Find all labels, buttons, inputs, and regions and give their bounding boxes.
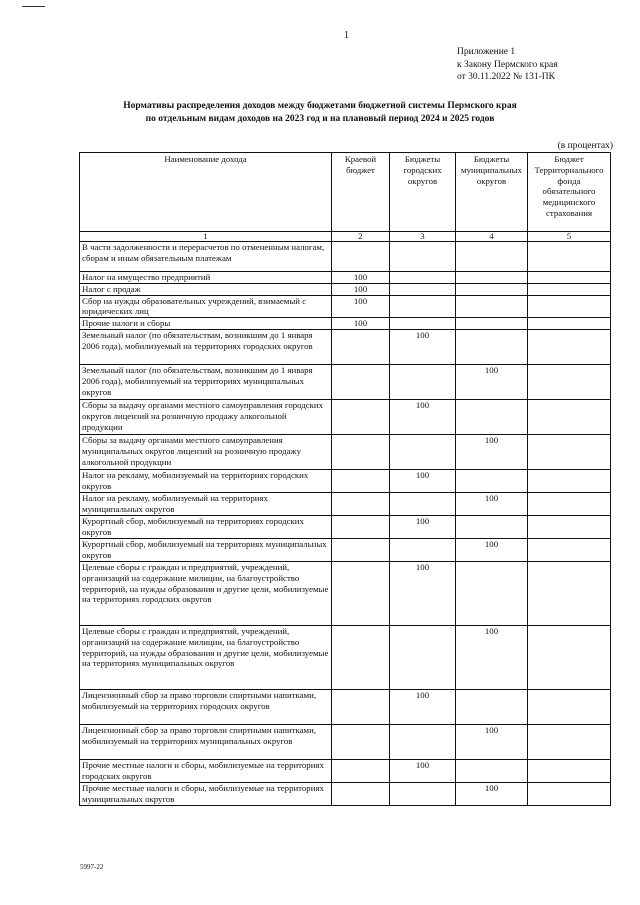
units-note: (в процентах) [557, 141, 613, 151]
income-name-cell: Прочие местные налоги и сборы, мобилизуемые на территориях городских округов [80, 759, 332, 782]
income-name-cell: Сборы за выдачу органами местного самоуправления городских округов лицензий на розничную продажу алкогольной продукции [80, 399, 332, 434]
percent-cell [456, 295, 528, 318]
percent-cell [332, 329, 390, 364]
percent-cell [390, 782, 456, 805]
percent-cell [456, 283, 528, 295]
table-row [80, 283, 611, 295]
table-row [80, 515, 611, 538]
percent-cell [528, 782, 611, 805]
percent-cell [390, 625, 456, 689]
percent-cell [390, 724, 456, 759]
percent-cell [528, 364, 611, 399]
table-row [80, 724, 611, 759]
income-name-cell: Налог с продаж [80, 283, 332, 295]
percent-cell: 100 [390, 399, 456, 434]
table-row [80, 561, 611, 625]
percent-cell: 100 [456, 364, 528, 399]
percent-cell [528, 625, 611, 689]
percent-cell [332, 782, 390, 805]
percent-cell: 100 [390, 689, 456, 724]
percent-cell: 100 [390, 515, 456, 538]
document-title [0, 100, 640, 125]
percent-cell: 100 [332, 283, 390, 295]
income-name-cell: Лицензионный сбор за право торговли спиртными напитками, мобилизуемый на территориях муниципальных округов [80, 724, 332, 759]
percent-cell: 100 [390, 469, 456, 492]
appendix-header [457, 46, 558, 84]
table-row [80, 272, 611, 284]
income-name-cell: Земельный налог (по обязательствам, возникшим до 1 января 2006 года), мобилизуемый на территориях городских округов [80, 329, 332, 364]
percent-cell: 100 [456, 434, 528, 469]
percent-cell [528, 242, 611, 272]
percent-cell [456, 689, 528, 724]
percent-cell [528, 561, 611, 625]
percent-cell [390, 492, 456, 515]
appendix-line-1: Приложение 1 [457, 47, 516, 57]
income-name-cell: Прочие налоги и сборы [80, 318, 332, 330]
percent-cell: 100 [456, 538, 528, 561]
percent-cell [332, 625, 390, 689]
percent-cell [528, 283, 611, 295]
percent-cell: 100 [390, 561, 456, 625]
percent-cell [528, 318, 611, 330]
percent-cell [332, 469, 390, 492]
percent-cell [456, 272, 528, 284]
percent-cell: 100 [332, 272, 390, 284]
percent-cell: 100 [390, 759, 456, 782]
percent-cell [390, 364, 456, 399]
percent-cell [528, 538, 611, 561]
percent-cell [390, 295, 456, 318]
table-header-row [80, 153, 611, 232]
percent-cell [332, 364, 390, 399]
percent-cell [332, 759, 390, 782]
table-row [80, 782, 611, 805]
percent-cell [456, 329, 528, 364]
percent-cell: 100 [390, 329, 456, 364]
column-number: 1 [80, 232, 332, 242]
table-row [80, 399, 611, 434]
income-name-cell: Курортный сбор, мобилизуемый на территориях муниципальных округов [80, 538, 332, 561]
page-number: 1 [344, 30, 349, 41]
income-name-cell: Сборы за выдачу органами местного самоуправления муниципальных округов лицензий на розничную продажу алкогольной продукции [80, 434, 332, 469]
income-name-cell: В части задолженности и перерасчетов по отмененным налогам, сборам и иным обязательным платежам [80, 242, 332, 272]
percent-cell [456, 515, 528, 538]
table-row [80, 434, 611, 469]
percent-cell [528, 759, 611, 782]
percent-cell [332, 242, 390, 272]
revenue-distribution-table [79, 152, 611, 806]
column-number: 5 [528, 232, 611, 242]
column-number: 4 [456, 232, 528, 242]
header-regional-budget: Краевой бюджет [332, 153, 390, 232]
header-medical-insurance-fund: Бюджет Территориального фонда обязательного медицинского страхования [528, 153, 611, 232]
percent-cell [390, 318, 456, 330]
percent-cell [390, 434, 456, 469]
table-row [80, 492, 611, 515]
table-row [80, 295, 611, 318]
percent-cell [332, 434, 390, 469]
header-city-district-budgets: Бюджеты городских округов [390, 153, 456, 232]
percent-cell [390, 283, 456, 295]
percent-cell [390, 538, 456, 561]
percent-cell [528, 689, 611, 724]
percent-cell [456, 318, 528, 330]
income-name-cell: Целевые сборы с граждан и предприятий, учреждений, организаций на содержание милиции, на благоустройство территорий, на нужды образования и другие цели, мобилизуемые на территориях городских округов [80, 561, 332, 625]
percent-cell [332, 689, 390, 724]
income-name-cell: Лицензионный сбор за право торговли спиртными напитками, мобилизуемый на территориях городских округов [80, 689, 332, 724]
footer-code: 5997-22 [80, 863, 104, 871]
income-name-cell: Сбор на нужды образовательных учреждений, взимаемый с юридических лиц [80, 295, 332, 318]
percent-cell: 100 [456, 724, 528, 759]
income-name-cell: Налог на имущество предприятий [80, 272, 332, 284]
top-rule [22, 6, 45, 7]
percent-cell [456, 759, 528, 782]
table-row [80, 538, 611, 561]
percent-cell [456, 469, 528, 492]
percent-cell [528, 272, 611, 284]
income-name-cell: Налог на рекламу, мобилизуемый на территориях муниципальных округов [80, 492, 332, 515]
percent-cell [390, 272, 456, 284]
appendix-line-3: от 30.11.2022 № 131-ПК [457, 72, 555, 82]
percent-cell [332, 561, 390, 625]
percent-cell: 100 [456, 782, 528, 805]
income-name-cell: Курортный сбор, мобилизуемый на территориях городских округов [80, 515, 332, 538]
percent-cell [332, 724, 390, 759]
table-row [80, 318, 611, 330]
title-line-2: по отдельным видам доходов на 2023 год и на плановый период 2024 и 2025 годов [145, 113, 495, 124]
percent-cell [332, 492, 390, 515]
appendix-line-2: к Закону Пермского края [457, 59, 558, 70]
income-name-cell: Земельный налог (по обязательствам, возникшим до 1 января 2006 года), мобилизуемый на территориях муниципальных округов [80, 364, 332, 399]
percent-cell [528, 434, 611, 469]
column-number: 3 [390, 232, 456, 242]
percent-cell [528, 724, 611, 759]
table-row [80, 242, 611, 272]
percent-cell [528, 399, 611, 434]
column-number: 2 [332, 232, 390, 242]
percent-cell: 100 [332, 318, 390, 330]
table-row [80, 469, 611, 492]
percent-cell [528, 469, 611, 492]
percent-cell [332, 538, 390, 561]
percent-cell [456, 561, 528, 625]
income-name-cell: Налог на рекламу, мобилизуемый на территориях городских округов [80, 469, 332, 492]
percent-cell: 100 [332, 295, 390, 318]
table-body [80, 242, 611, 806]
header-municipal-district-budgets: Бюджеты муниципальных округов [456, 153, 528, 232]
percent-cell: 100 [456, 625, 528, 689]
percent-cell [528, 329, 611, 364]
table-row [80, 759, 611, 782]
percent-cell [528, 492, 611, 515]
percent-cell [456, 242, 528, 272]
table-row [80, 689, 611, 724]
percent-cell [332, 515, 390, 538]
income-name-cell: Прочие местные налоги и сборы, мобилизуемые на территориях муниципальных округов [80, 782, 332, 805]
income-name-cell: Целевые сборы с граждан и предприятий, учреждений, организаций на содержание милиции, на благоустройство территорий, на нужды образования и другие цели, мобилизуемые на территориях муниципальных округов [80, 625, 332, 689]
table-row [80, 625, 611, 689]
percent-cell [528, 295, 611, 318]
column-number-row [80, 232, 611, 242]
title-line-1: Нормативы распределения доходов между бюджетами бюджетной системы Пермского края [123, 101, 517, 111]
header-income-name: Наименование дохода [80, 153, 332, 232]
percent-cell [528, 515, 611, 538]
percent-cell [390, 242, 456, 272]
table-row [80, 364, 611, 399]
table-row [80, 329, 611, 364]
percent-cell: 100 [456, 492, 528, 515]
percent-cell [456, 399, 528, 434]
percent-cell [332, 399, 390, 434]
